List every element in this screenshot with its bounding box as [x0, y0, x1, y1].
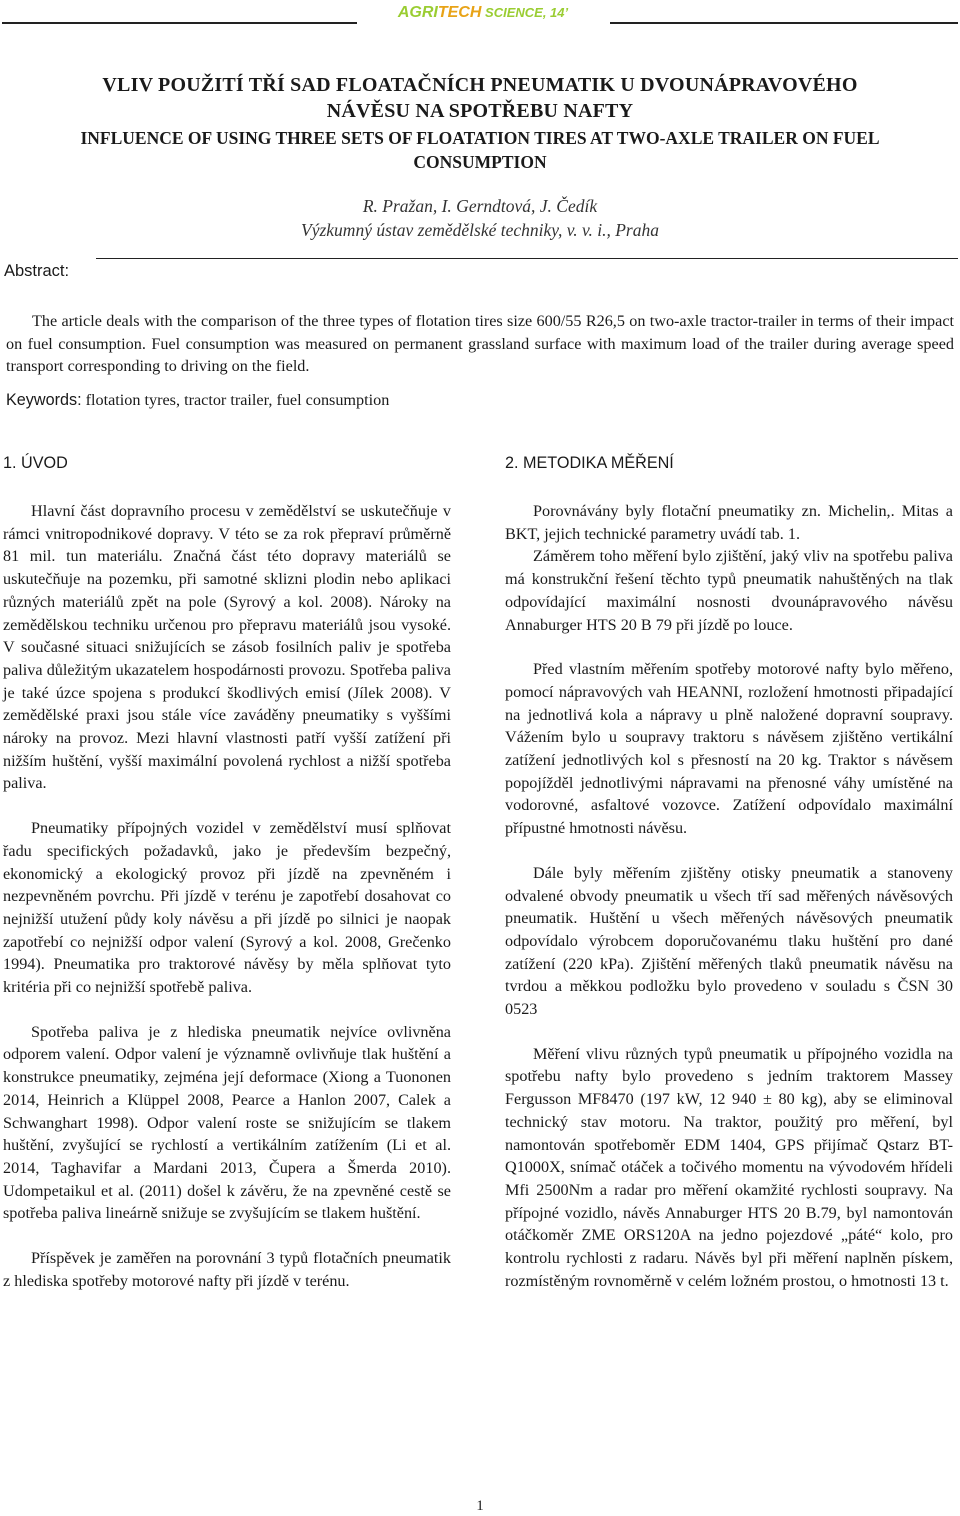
left-column [3, 452, 451, 1315]
keywords-label: Keywords: [6, 391, 82, 409]
right-paragraph-3: Před vlastním měřením spotřeby motorové nafty bylo měřeno, pomocí nápravových vah HEANNI, rozložení hmotnosti připadající na jednotlivá kola a nápravy u plně naložené dopravní soupravy. Vážením bylo u soupravy traktoru s návěsem zjištěno vertikální zatížení jednotlivých kol s přesností na 20 kg. Traktor s návěsem popojížděl jednotlivými nápravami na přenosné váhy umístěné na vodorovné, asfaltové vozovce. Zatížení odpovídalo maximální přípustné hmotnosti návěsu. [505, 660, 953, 838]
left-paragraph-3: Spotřeba paliva je z hlediska pneumatik nejvíce ovlivněna odporem valení. Odpor valení je významně ovlivňuje tlak huštění a konstrukce pneumatiky, zejména její deformace (Xiong a Tuononen 2014, Heinrich a Klüppel 2008, Pearce a Hanlon 2007, Calek a Schwanghart 1998). Odpor valení roste se snižujícím se tlakem huštění, zvyšující se rychlostí a vertikálním zatížením (Li et al. 2014, Taghavifar a Mardani 2013, Čupera a Šmerda 2010). Udompetaikul et al. (2011) došel k závěru, že na zpevněné cestě se spotřeba paliva lineárně snižuje se zvyšujícím se tlakem huštění. [3, 1022, 451, 1223]
authors-block [0, 194, 960, 242]
keywords-line [6, 391, 954, 410]
section-heading-uvod: 1. ÚVOD [3, 454, 68, 472]
title-czech-line-1: VLIV POUŽITÍ TŘÍ SAD FLOATAČNÍCH PNEUMATIK U DVOUNÁPRAVOVÉHO [102, 74, 858, 96]
paper-titles [0, 72, 960, 174]
page-number: 1 [476, 1498, 484, 1514]
header-rule-right [610, 22, 958, 24]
left-paragraph-1: Hlavní část dopravního procesu v zemědělství se uskutečňuje v rámci vnitropodnikové dopravy. V této se za rok přepraví průměrně 81 mil. tun materiálu. Značná část této dopravy materiálů se uskutečňuje na pozemku, při samotné sklizni plodin nebo aplikaci různých materiálů zpět na pole (Syrový a kol. 2008). Nároky na zemědělskou techniku určenou pro přepravu materiálů jsou vysoké. V současné situaci snižujících se zásob fosilních paliv je spotřeba paliva důležitým ukazatelem hospodárnosti provozu. Spotřeba paliva je také úzce spojena s produkcí škodlivých emisí (Jílek 2008). V zemědělské praxi jsou stále více zaváděny pneumatiky s vyššími nároky na provoz. Mezi hlavní vlastnosti patří vyšší zatížení při nižším huštění, vyšší maximální povolená rychlost a nižší spotřeba paliva. [3, 502, 451, 793]
author-names: R. Pražan, I. Gerndtová, J. Čedík [362, 196, 598, 216]
right-paragraph-1: Porovnávány byly flotační pneumatiky zn. Michelin,. Mitas a BKT, jejich technické parametry uvádí tab. 1. [505, 502, 953, 543]
abstract-label: Abstract: [4, 262, 70, 280]
keywords-list: flotation tyres, tractor trailer, fuel consumption [81, 391, 390, 409]
header-rule-left [2, 22, 357, 24]
brand-science: SCIENCE, 14’ [481, 5, 569, 20]
left-paragraph-2: Pneumatiky přípojných vozidel v zemědělství musí splňovat řadu specifických požadavků, jako je především bezpečný, ekonomický a ekologický provoz při jízdě na zpevněném i nezpevněném povrchu. Při jízdě v terénu je zapotřebí dosahovat co nejnižší utužení půdy koly návěsu a při jízdě po silnici je naopak zapotřebí co nejnižší odpor valení (Syrový a kol. 2008, Grečenko 1994). Pneumatika pro traktorové návěsy by měla splňovat tyto kritéria při co nejnižší spotřebě paliva. [3, 819, 451, 997]
brand-agri: AGRI [397, 4, 438, 21]
journal-brand [370, 4, 596, 22]
running-header [0, 4, 960, 26]
right-column [505, 452, 953, 1315]
section-heading-metodika: 2. METODIKA MĚŘENÍ [505, 454, 674, 472]
title-english-line-2: CONSUMPTION [413, 152, 547, 172]
abstract-rule [96, 258, 958, 259]
abstract-paragraph: The article deals with the comparison of the three types of flotation tires size 600/55 R26,5 on two-axle tractor-trailer in terms of their impact on fuel consumption. Fuel consumption was measured on permanent grassland surface with maximum load of the trailer during average speed transport corresponding to driving on the field. [6, 312, 954, 375]
right-paragraph-5: Měření vlivu různých typů pneumatik u přípojného vozidla na spotřebu nafty bylo provedeno s jedním traktorem Massey Fergusson MF8470 (197 kW, 12 940 ± 80 kg), aby se eliminoval technický stav motoru. Na traktor, použitý pro měření, byl namontován spotřeboměr EDM 1404, GPS přijímač Qstarz BT-Q1000X, snímač otáček a točivého momentu na vývodovém hřídeli Mfi 2500Nm a radar pro měření okamžité rychlosti soupravy. Na přípojné vozidlo, návěs Annaburger HTS 20 B.79, byl namontován otáčkoměr ZME ORS120A na jedno pojezdové „páté“ kolo, pro kontrolu rychlosti z radaru. Návěs byl při měření naplněn pískem, rozmístěným rovnoměrně v celém ložném prostou, o hmotnosti 13 t. [505, 1044, 953, 1290]
left-paragraph-4: Příspěvek je zaměřen na porovnání 3 typů flotačních pneumatik z hlediska spotřeby motorové nafty při jízdě v terénu. [3, 1249, 451, 1290]
title-czech-line-2: NÁVĚSU NA SPOTŘEBU NAFTY [326, 100, 634, 122]
title-english-line-1: INFLUENCE OF USING THREE SETS OF FLOATATION TIRES AT TWO-AXLE TRAILER ON FUEL [80, 128, 880, 148]
brand-tech: TECH [437, 4, 482, 21]
right-paragraph-2: Záměrem toho měření bylo zjištění, jaký vliv na spotřebu paliva má konstrukční řešení těchto typů pneumatik nahuštěných na tlak odpovídající maximální nosnosti dvounápravového návěsu Annaburger HTS 20 B 79 při jízdě po louce. [505, 547, 953, 634]
author-affiliation: Výzkumný ústav zemědělské techniky, v. v. i., Praha [301, 220, 659, 240]
abstract-text [6, 310, 954, 378]
right-paragraph-4: Dále byly měřením zjištěny otisky pneumatik a stanoveny odvalené obvody pneumatik u všech tří sad měřených návěsových pneumatik. Huštění u všech měřených návěsových pneumatik odpovídalo výrobcem doporučovanému tlaku huštění pro dané zatížení (220 kPa). Zjištění měřených tlaků pneumatik návěsu na tvrdou a měkkou podložku bylo provedeno v souladu s ČSN 30 0523 [505, 863, 953, 1019]
